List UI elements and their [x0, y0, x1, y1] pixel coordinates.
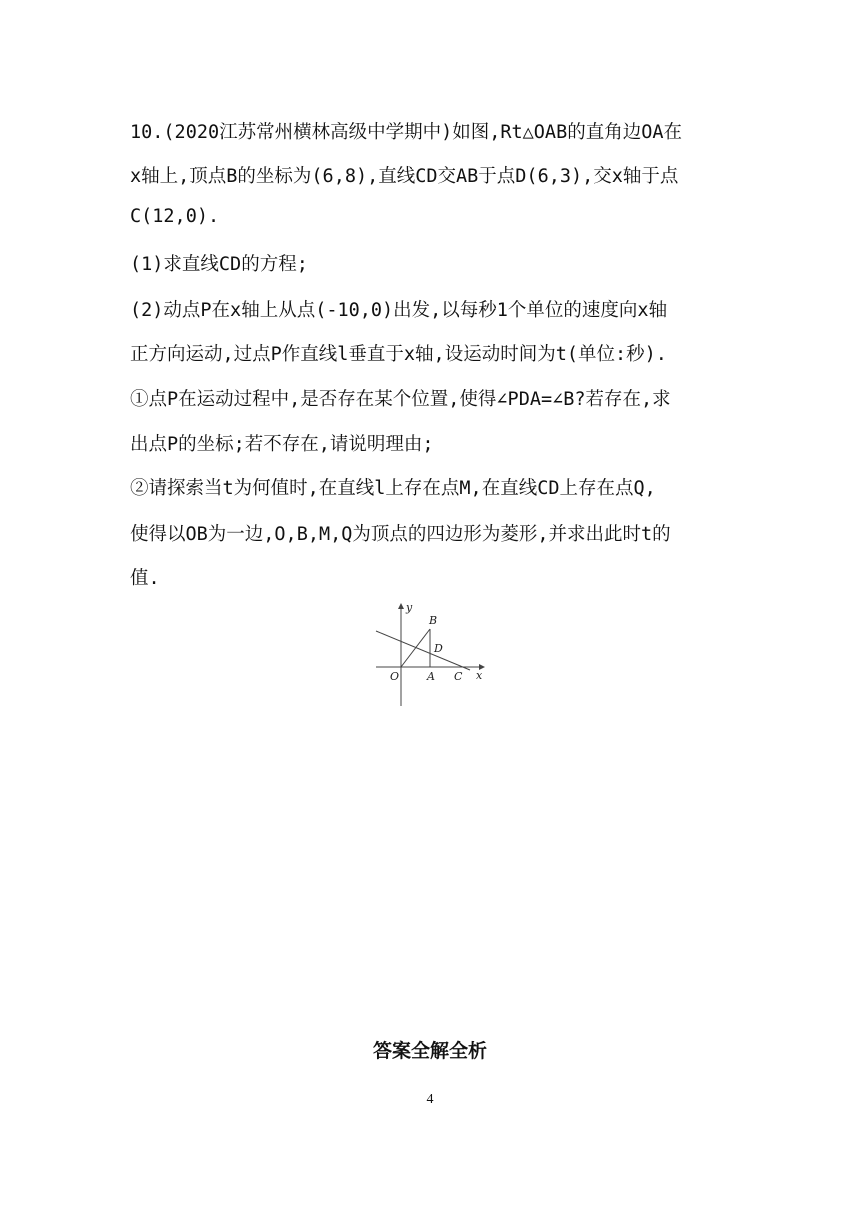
label-y: y	[406, 601, 413, 614]
problem-line-7: ①点P在运动过程中,是否存在某个位置,使得∠PDA=∠B?若存在,求	[130, 389, 671, 410]
problem-line-11: 值.	[130, 568, 160, 589]
problem-line-1: 10.(2020江苏常州横林高级中学期中)如图,Rt△OAB的直角边OA在	[130, 122, 682, 143]
label-a: A	[427, 670, 435, 683]
page-number: 4	[426, 1092, 434, 1107]
problem-line-9: ②请探索当t为何值时,在直线l上存在点M,在直线CD上存在点Q,	[130, 478, 656, 499]
label-x: x	[476, 669, 483, 682]
problem-line-10: 使得以OB为一边,O,B,M,Q为顶点的四边形为菱形,并求出此时t的	[130, 524, 671, 545]
label-d: D	[434, 642, 443, 655]
label-b: B	[429, 614, 438, 627]
problem-line-6: 正方向运动,过点P作直线l垂直于x轴,设运动时间为t(单位:秒).	[130, 344, 667, 365]
problem-line-2: x轴上,顶点B的坐标为(6,8),直线CD交AB于点D(6,3),交x轴于点	[130, 166, 679, 187]
label-c: C	[454, 670, 463, 683]
segment-ob	[401, 629, 430, 667]
label-o: O	[390, 670, 400, 683]
problem-line-5: (2)动点P在x轴上从点(-10,0)出发,以每秒1个单位的速度向x轴	[130, 300, 668, 321]
geometry-figure	[372, 600, 492, 710]
answer-heading: 答案全解全析	[372, 1040, 487, 1062]
problem-line-4: (1)求直线CD的方程;	[130, 254, 308, 275]
problem-line-3: C(12,0).	[130, 206, 220, 227]
problem-line-8: 出点P的坐标;若不存在,请说明理由;	[130, 434, 434, 455]
line-cd	[376, 631, 470, 670]
